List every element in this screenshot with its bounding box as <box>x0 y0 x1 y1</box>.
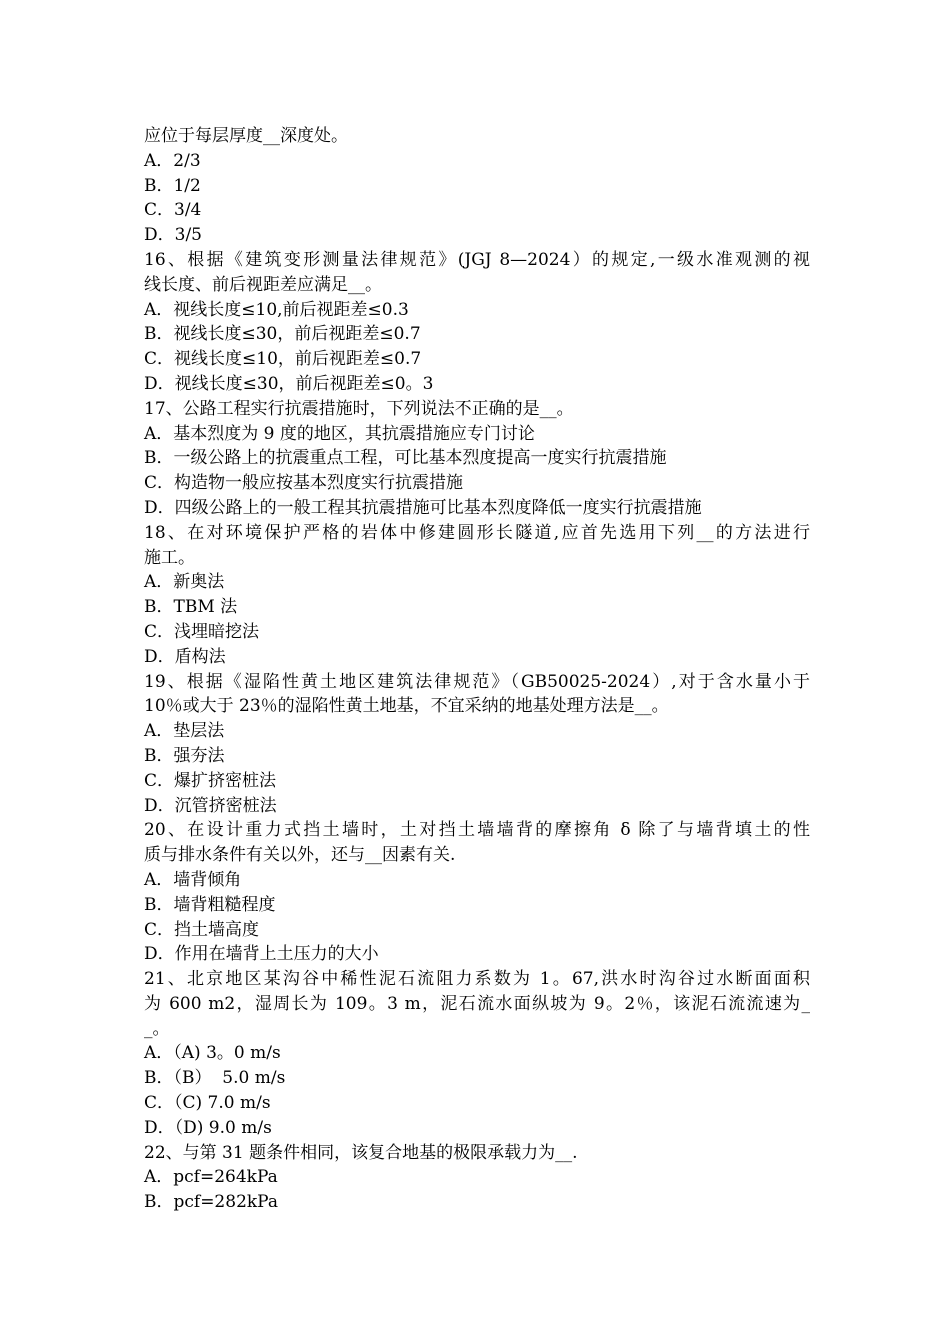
text-line: A．pcf=264kPa <box>144 1167 278 1188</box>
text-line: C．爆扩挤密桩法 <box>144 770 277 791</box>
text-line: 17、公路工程实行抗震措施时，下列说法不正确的是__。 <box>144 398 574 419</box>
text-line: D．视线长度≤30，前后视距差≤0。3 <box>144 373 434 394</box>
text-line: 22、与第 31 题条件相同，该复合地基的极限承载力为__. <box>144 1142 578 1163</box>
text-line: 线长度、前后视距差应满足__。 <box>144 274 382 295</box>
text-line: D．沉管挤密桩法 <box>144 795 277 816</box>
text-line: 18、在对环境保护严格的岩体中修建圆形长隧道,应首先选用下列__的方法进行 <box>144 522 810 543</box>
text-line: B．一级公路上的抗震重点工程，可比基本烈度提高一度实行抗震措施 <box>144 448 667 469</box>
text-line: A．视线长度≤10,前后视距差≤0.3 <box>144 299 409 320</box>
text-line: A．基本烈度为 9 度的地区，其抗震措施应专门讨论 <box>144 423 535 444</box>
text-line: B．TBM 法 <box>144 597 238 618</box>
text-line: 质与排水条件有关以外，还与__因素有关. <box>144 845 456 866</box>
text-line: B．墙背粗糙程度 <box>144 894 276 915</box>
text-line: C．浅埋暗挖法 <box>144 621 260 642</box>
text-line: _。 <box>144 1018 170 1039</box>
document-page <box>144 124 810 1215</box>
text-line: C．构造物一般应按基本烈度实行抗震措施 <box>144 473 464 494</box>
text-line: 21、北京地区某沟谷中稀性泥石流阻力系数为 1。67,洪水时沟谷过水断面面积 <box>144 969 810 990</box>
text-line: A．墙背倾角 <box>144 869 242 890</box>
text-line: A．新奥法 <box>144 572 225 593</box>
text-line: D．盾构法 <box>144 646 226 667</box>
text-line: A．垫层法 <box>144 721 225 742</box>
text-line: 19、根据《湿陷性黄土地区建筑法律规范》（GB50025-2024）,对于含水量小于 <box>144 671 810 692</box>
text-line: C．视线长度≤10，前后视距差≤0.7 <box>144 349 422 370</box>
text-line: B．1/2 <box>144 175 201 196</box>
text-line: D．3/5 <box>144 225 202 246</box>
text-line: C．挡土墙高度 <box>144 919 260 940</box>
text-line: 施工。 <box>144 547 195 568</box>
text-line: B．强夯法 <box>144 745 225 766</box>
text-line: B．（B） 5.0 m/s <box>144 1068 286 1089</box>
text-line: A．2/3 <box>144 150 201 171</box>
text-line: A．（A) 3。0 m/s <box>144 1043 281 1064</box>
text-line: D．（D) 9.0 m/s <box>144 1117 272 1138</box>
text-line: D．四级公路上的一般工程其抗震措施可比基本烈度降低一度实行抗震措施 <box>144 497 702 518</box>
text-line: D．作用在墙背上土压力的大小 <box>144 944 379 965</box>
text-line: C．（C) 7.0 m/s <box>144 1093 271 1114</box>
text-line: C．3/4 <box>144 200 202 221</box>
text-line: 应位于每层厚度__深度处。 <box>144 126 348 146</box>
text-line: 16、根据《建筑变形测量法律规范》(JGJ 8—2024）的规定,一级水准观测的视 <box>144 249 810 270</box>
text-line: 为 600 m2，湿周长为 109。3 m，泥石流水面纵坡为 9。2％，该泥石流流速为_ <box>144 993 810 1014</box>
text-line: 20、在设计重力式挡土墙时，土对挡土墙墙背的摩擦角 δ 除了与墙背填土的性 <box>144 820 810 841</box>
text-line: 10％或大于 23％的湿陷性黄土地基，不宜采纳的地基处理方法是__。 <box>144 696 669 717</box>
text-line: B．pcf=282kPa <box>144 1192 278 1213</box>
text-line: B．视线长度≤30，前后视距差≤0.7 <box>144 324 421 345</box>
